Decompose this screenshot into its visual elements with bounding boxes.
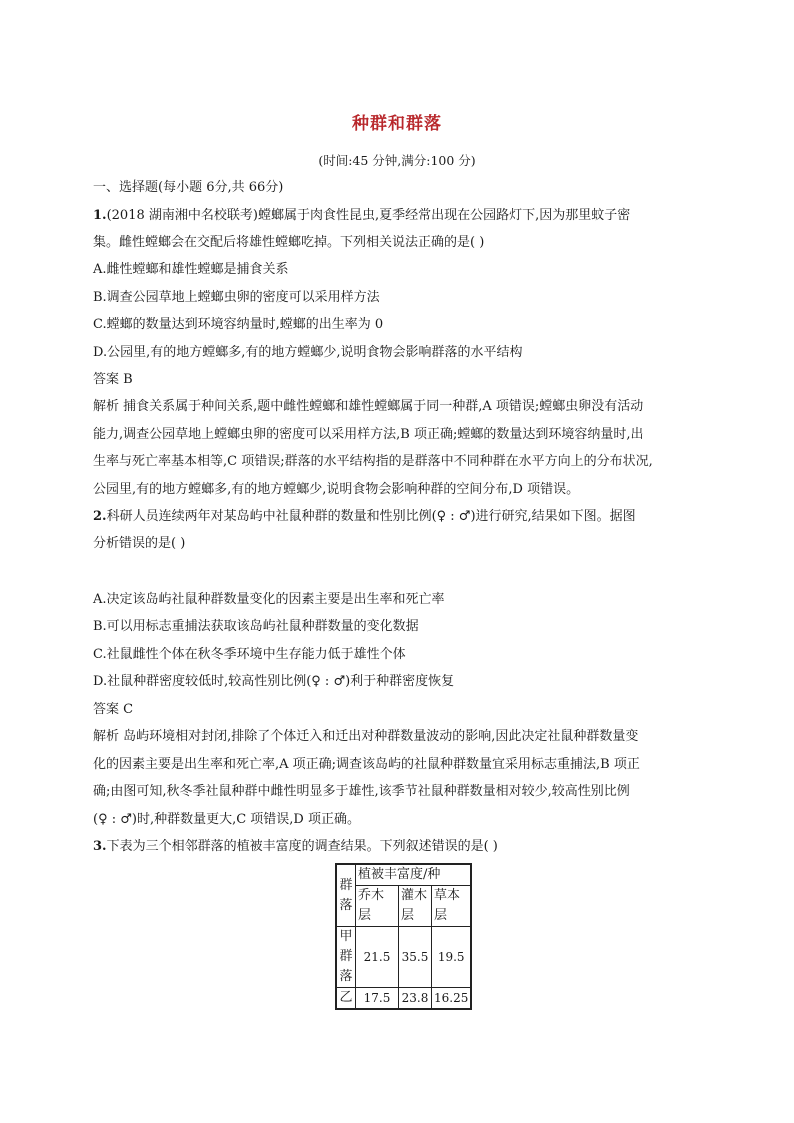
option-b: B.调查公园草地上螳螂虫卵的密度可以采用样方法 [93,290,380,305]
analysis-line: 能力,调查公园草地上螳螂虫卵的密度可以采用样方法,B 项正确;螳螂的数量达到环境容纳量时,出 [93,427,644,442]
analysis-line: 生率与死亡率基本相等,C 项错误;群落的水平结构指的是群落中不同种群在水平方向上的分布状况, [93,454,653,469]
table-corner: 群落 [336,864,356,927]
option-b: B.可以用标志重捕法获取该岛屿社鼠种群数量的变化数据 [93,619,419,634]
option-d: D.公园里,有的地方螳螂多,有的地方螳螂少,说明食物会影响群落的水平结构 [93,345,523,360]
question-number: 3. [93,839,107,854]
question-number: 1. [93,208,107,223]
table-cell: 23.8 [399,988,432,1010]
row-header: 乙 [336,988,356,1010]
option-d: D.社鼠种群密度较低时,较高性别比例(♀ : ♂)利于种群密度恢复 [93,674,455,689]
analysis-line: 确;由图可知,秋冬季社鼠种群中雌性明显多于雄性,该季节社鼠种群数量相对较少,较高性别比例 [93,784,630,799]
option-c: C.社鼠雌性个体在秋冬季环境中生存能力低于雄性个体 [93,647,406,662]
question-number: 2. [93,509,107,524]
answer: 答案 B [93,372,133,387]
question-1-line-2: 集。雌性螳螂会在交配后将雄性螳螂吃掉。下列相关说法正确的是( ) [93,235,485,250]
option-a: A.决定该岛屿社鼠种群数量变化的因素主要是出生率和死亡率 [93,592,445,607]
column-header: 草本层 [432,886,472,927]
table-cell: 19.5 [432,927,472,988]
table-row [336,988,471,1010]
column-header: 乔木层 [356,886,399,927]
analysis-line: 解析 岛屿环境相对封闭,排除了个体迁入和迁出对种群数量波动的影响,因此决定社鼠种群数量变 [93,729,639,744]
question-2-line-2: 分析错误的是( ) [93,536,186,551]
analysis-line: 解析 捕食关系属于种间关系,题中雌性螳螂和雄性螳螂属于同一种群,A 项错误;螳螂虫卵没有活动 [93,399,644,414]
row-header: 甲群落 [336,927,356,988]
question-2-line-1 [93,508,713,526]
column-header: 灌木层 [399,886,432,927]
table-row [336,927,471,988]
page-subtitle: (时间:45 分钟,满分:100 分) [318,153,476,168]
question-text: 科研人员连续两年对某岛屿中社鼠种群的数量和性别比例(♀ : ♂)进行研究,结果如下图。据图 [106,509,636,524]
question-text: (2018 湖南湘中名校联考)螳螂属于肉食性昆虫,夏季经常出现在公园路灯下,因为那里蚊子密 [106,208,631,223]
option-a: A.雌性螳螂和雄性螳螂是捕食关系 [93,262,289,277]
table-group-header: 植被丰富度/种 [356,864,472,886]
table-cell: 16.25 [432,988,472,1010]
analysis-line: 公园里,有的地方螳螂多,有的地方螳螂少,说明食物会影响种群的空间分布,D 项错误。 [93,482,580,497]
section-heading: 一、选择题(每小题 6分,共 66分) [93,180,284,195]
question-text: 下表为三个相邻群落的植被丰富度的调查结果。下列叙述错误的是( ) [106,839,498,854]
answer: 答案 C [93,702,134,717]
richness-table [335,863,472,1010]
question-3-line-1 [93,838,713,856]
table-cell: 17.5 [356,988,399,1010]
table-cell: 21.5 [356,927,399,988]
page-title: 种群和群落 [352,114,442,134]
analysis-line: 化的因素主要是出生率和死亡率,A 项正确;调查该岛屿的社鼠种群数量宜采用标志重捕法,B 项正 [93,757,640,772]
question-1-line-1 [93,207,713,225]
analysis-line: (♀ : ♂)时,种群数量更大,C 项错误,D 项正确。 [93,812,360,827]
option-c: C.螳螂的数量达到环境容纳量时,螳螂的出生率为 0 [93,317,384,332]
table-cell: 35.5 [399,927,432,988]
